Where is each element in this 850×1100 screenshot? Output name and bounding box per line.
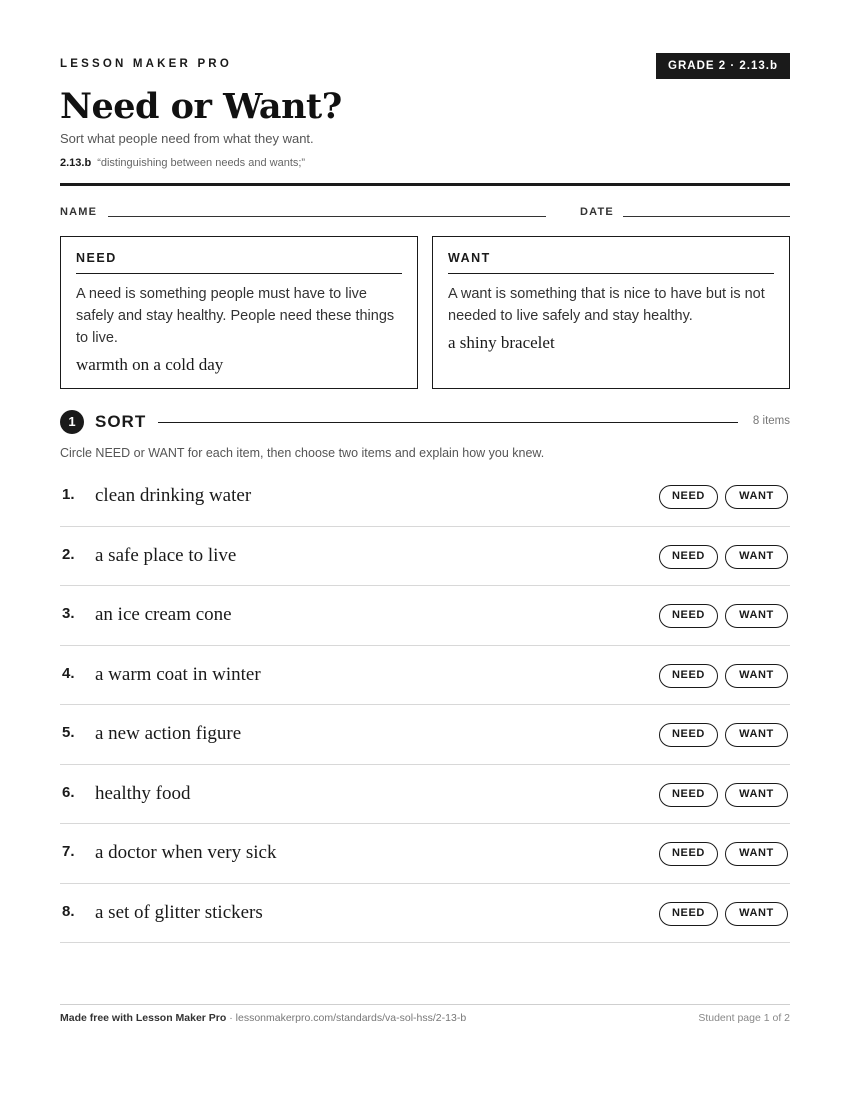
list-item	[60, 705, 790, 765]
list-item	[60, 527, 790, 587]
item-number: 4.	[62, 664, 75, 682]
item-text: an ice cream cone	[95, 604, 232, 625]
need-heading: NEED	[76, 251, 402, 274]
want-definition-box	[432, 236, 790, 389]
item-number: 3.	[62, 605, 75, 622]
want-description: A want is something that is nice to have but is not needed to live safely and stay healthy.	[448, 286, 765, 324]
item-number: 1.	[62, 486, 75, 503]
item-text: a new action figure	[95, 723, 242, 744]
date-label: DATE	[580, 206, 614, 218]
brand-name: LESSON MAKER PRO	[60, 58, 232, 70]
need-option[interactable]: NEED	[659, 902, 718, 926]
sort-item-list	[60, 467, 790, 943]
item-text: a doctor when very sick	[95, 842, 277, 863]
section-number-badge: 1	[60, 410, 84, 434]
want-option[interactable]: WANT	[725, 664, 788, 688]
need-option[interactable]: NEED	[659, 723, 718, 747]
want-option[interactable]: WANT	[725, 723, 788, 747]
name-label: NAME	[60, 206, 98, 218]
want-heading: WANT	[448, 251, 774, 274]
header-divider	[60, 183, 790, 186]
item-number: 6.	[62, 783, 75, 801]
name-field[interactable]	[108, 216, 546, 217]
standard-code: 2.13.b	[60, 157, 92, 169]
want-example: a shiny bracelet	[448, 333, 555, 352]
footer-url[interactable]: · lessonmakerpro.com/standards/va-sol-hss/2-13-b	[226, 1012, 467, 1024]
list-item	[60, 467, 790, 527]
page-title: Need or Want?	[60, 86, 342, 127]
need-definition-box	[60, 236, 418, 389]
want-option[interactable]: WANT	[725, 902, 788, 926]
footer-made-with: Made free with Lesson Maker Pro	[60, 1012, 227, 1024]
standard-text: “distinguishing between needs and wants;”	[97, 157, 306, 169]
want-option[interactable]: WANT	[725, 545, 788, 569]
need-option[interactable]: NEED	[659, 545, 718, 569]
item-text: healthy food	[95, 782, 191, 804]
standard-reference	[60, 157, 305, 169]
need-option[interactable]: NEED	[659, 485, 718, 509]
item-number: 2.	[62, 545, 75, 563]
page-indicator: Student page 1 of 2	[698, 1012, 790, 1024]
item-text: a warm coat in winter	[95, 663, 261, 685]
item-number: 7.	[62, 843, 75, 860]
want-option[interactable]: WANT	[725, 604, 788, 628]
footer-credit	[60, 1012, 466, 1024]
item-text: clean drinking water	[95, 485, 252, 506]
list-item	[60, 824, 790, 884]
item-number: 8.	[62, 902, 75, 920]
grade-badge: GRADE 2 · 2.13.b	[656, 53, 790, 79]
need-example: warmth on a cold day	[76, 355, 224, 374]
section-title: SORT	[95, 412, 147, 431]
item-count: 8 items	[752, 415, 790, 427]
need-option[interactable]: NEED	[659, 783, 718, 807]
want-option[interactable]: WANT	[725, 783, 788, 807]
sort-section-header	[60, 410, 790, 434]
need-description: A need is something people must have to live safely and stay healthy. People need these things to live.	[76, 286, 395, 346]
list-item	[60, 765, 790, 825]
want-option[interactable]: WANT	[725, 842, 788, 866]
sort-instructions: Circle NEED or WANT for each item, then choose two items and explain how you knew.	[60, 446, 545, 460]
list-item	[60, 646, 790, 706]
want-option[interactable]: WANT	[725, 485, 788, 509]
page-subtitle: Sort what people need from what they want.	[60, 131, 314, 146]
need-option[interactable]: NEED	[659, 664, 718, 688]
date-field[interactable]	[623, 216, 790, 217]
list-item	[60, 586, 790, 646]
list-item	[60, 884, 790, 944]
need-option[interactable]: NEED	[659, 842, 718, 866]
item-number: 5.	[62, 724, 75, 741]
worksheet-page	[60, 0, 790, 1100]
item-text: a safe place to live	[95, 544, 237, 566]
footer-divider	[60, 1004, 790, 1005]
section-divider	[158, 422, 738, 423]
need-option[interactable]: NEED	[659, 604, 718, 628]
item-text: a set of glitter stickers	[95, 901, 263, 923]
